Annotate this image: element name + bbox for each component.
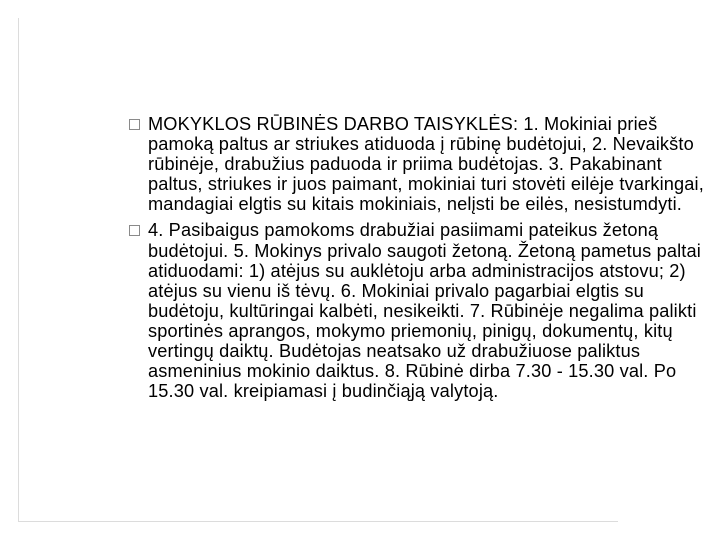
checkbox-square-icon — [129, 225, 140, 236]
bullet-item-rules-4-8 — [127, 220, 709, 401]
slide-frame-left-border — [18, 18, 19, 522]
checkbox-square-icon — [129, 119, 140, 130]
bullet-text: MOKYKLOS RŪBINĖS DARBO TAISYKLĖS: 1. Mokiniai prieš pamoką paltus ar striukes atiduoda į rūbinę budėtojui, 2. Nevaikšto rūbinėje, drabužius paduoda ir priima budėtojas. 3. Pakabinant paltus, striukes ir juos paimant, mokiniai turi stovėti eilėje tvarkingai, mandagiai elgtis su kitais mokiniais, nelįsti be eilės, nesistumdyti. — [148, 114, 704, 215]
bullet-text: 4. Pasibaigus pamokoms drabužiai pasiimami pateikus žetoną budėtojui. 5. Mokinys privalo saugoti žetoną. Žetoną pametus paltai atiduodami: 1) atėjus su auklėtoju arba administracijos atstovu; 2) atėjus su vienu iš tėvų. 6. Mokiniai privalo pagarbiai elgtis su budėtoju, kultūringai kalbėti, nesikeikti. 7. Rūbinėje negalima palikti sportinės aprangos, mokymo priemonių, pinigų, dokumentų, kitų vertingų daiktų. Budėtojas neatsako už drabužiuose paliktus asmeninius mokinio daiktus. 8. Rūbinė dirba 7.30 - 15.30 val. Po 15.30 val. kreipiamasi į budinčiąją valytoją. — [148, 220, 701, 402]
slide-frame-bottom-border — [18, 521, 618, 522]
slide-content — [127, 114, 709, 401]
bullet-item-rules-1-3 — [127, 114, 709, 214]
